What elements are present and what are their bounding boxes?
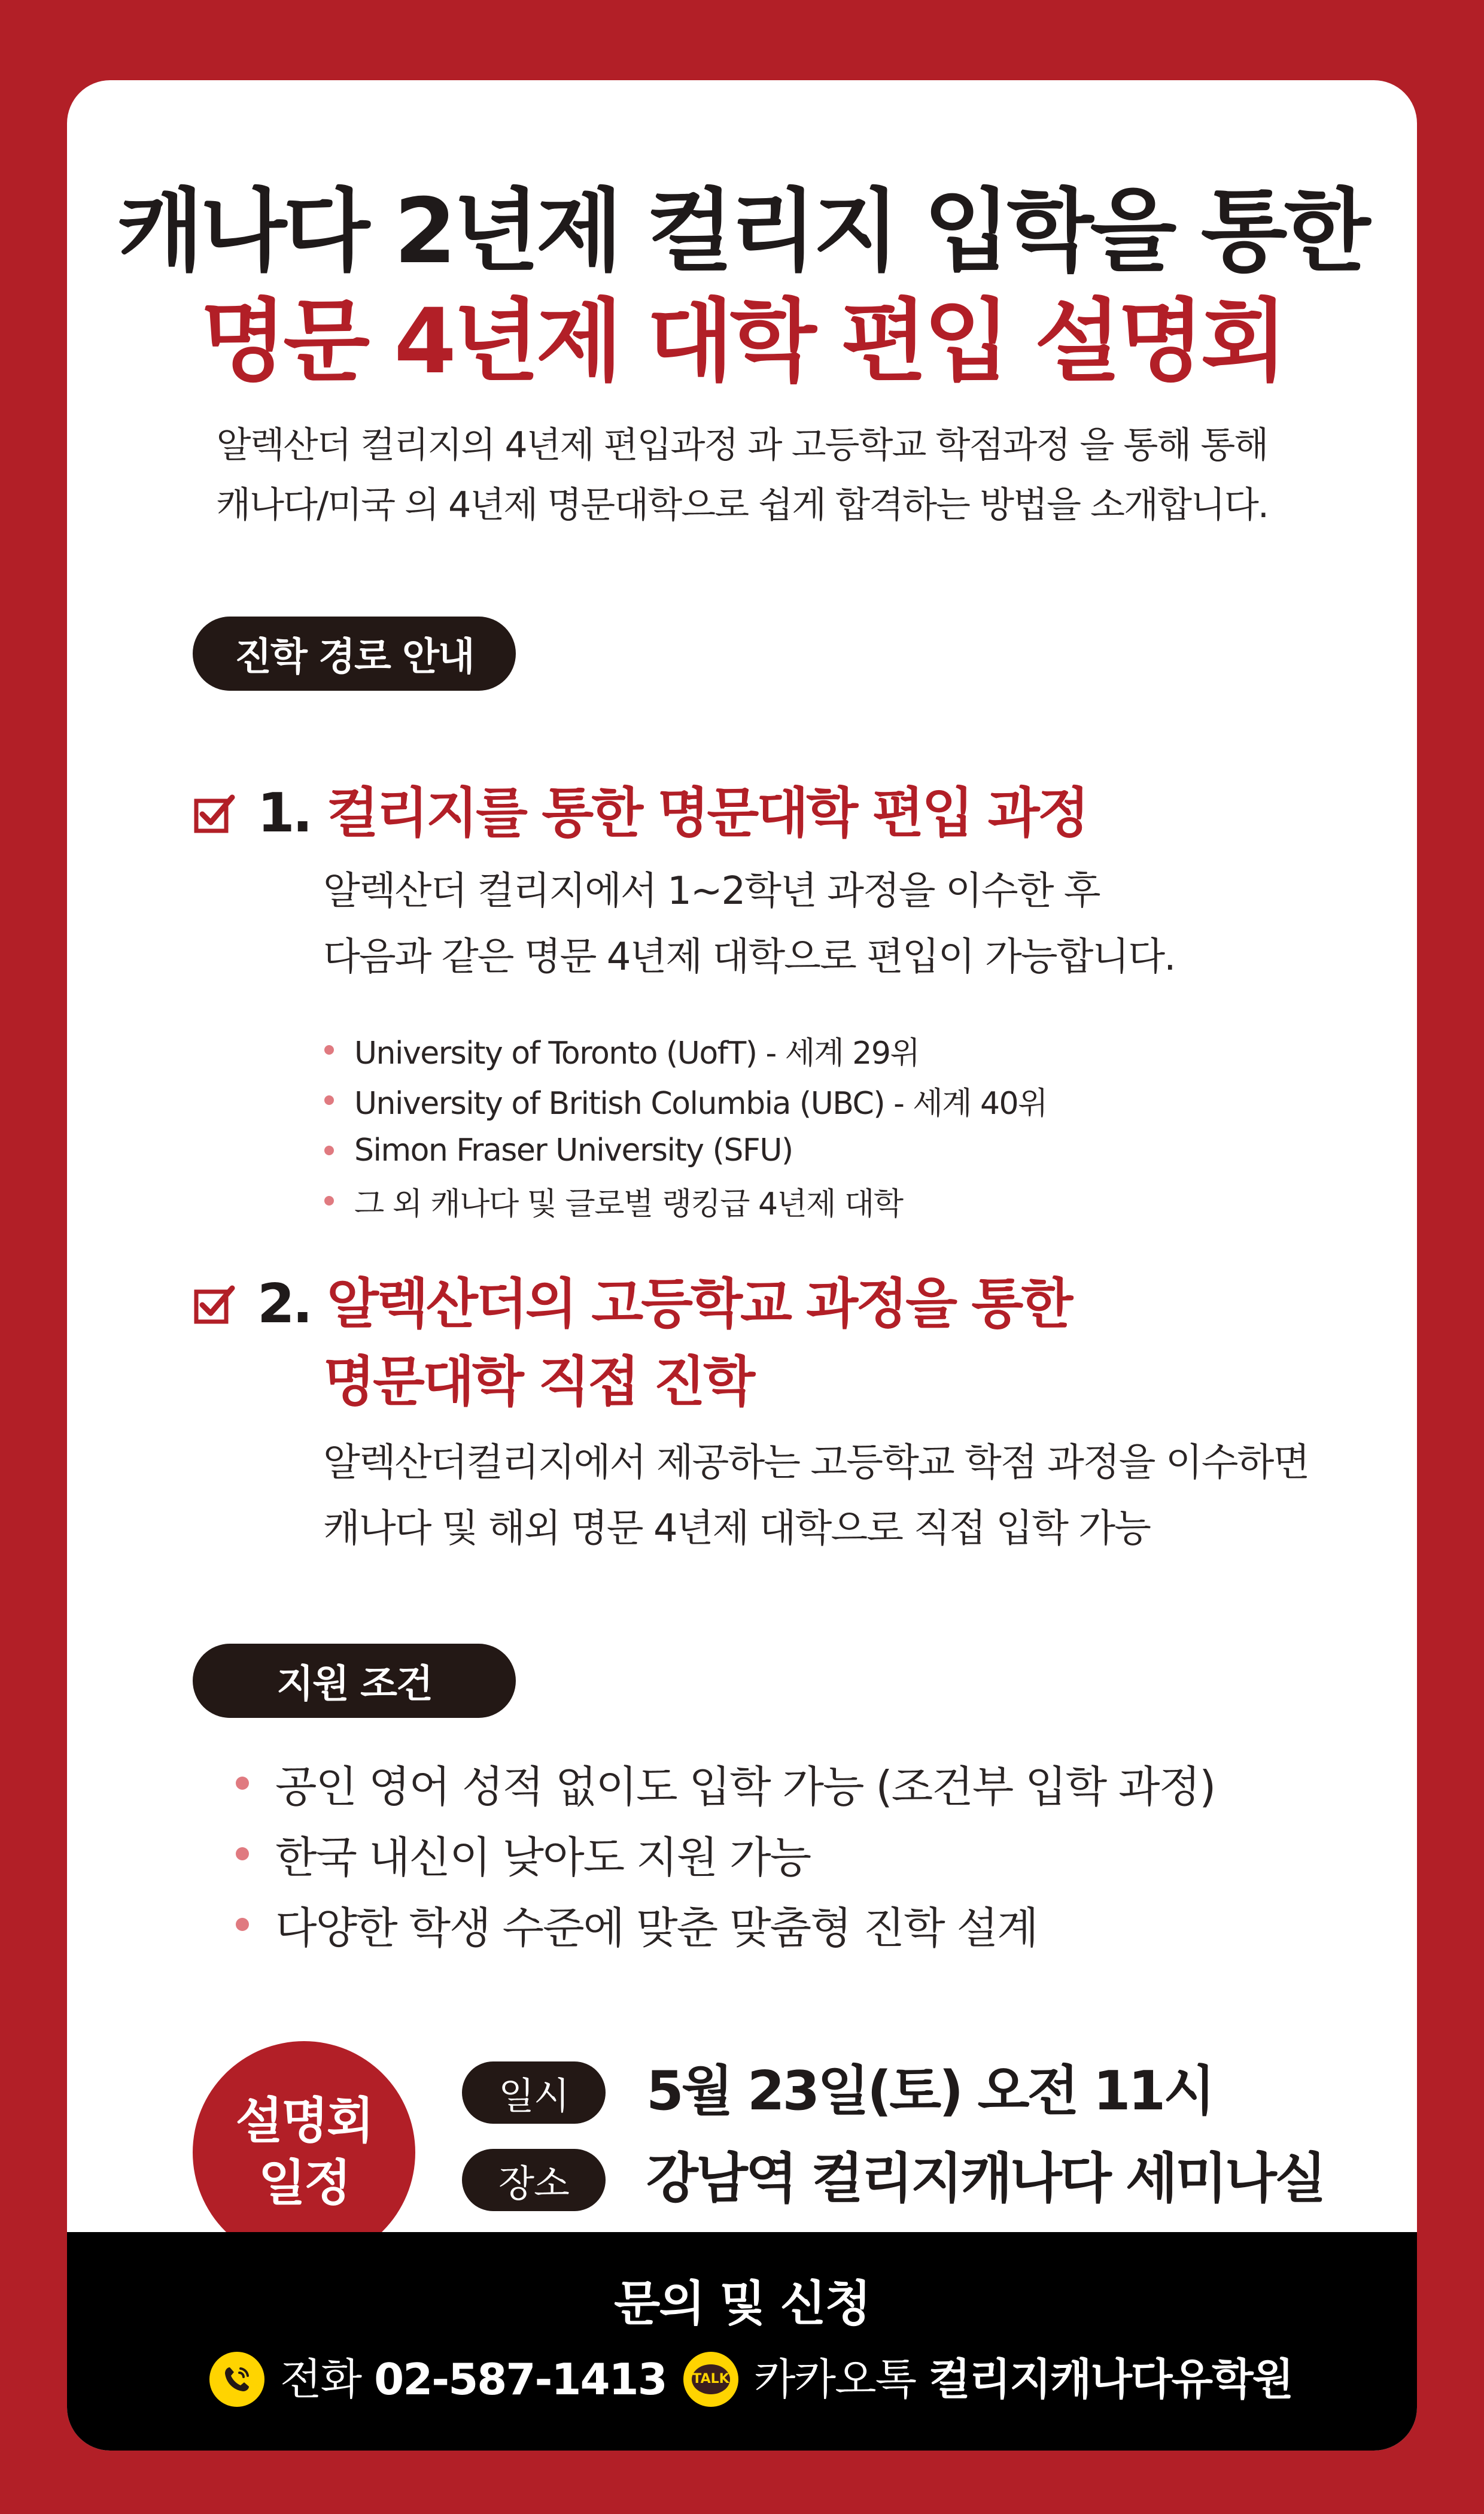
phone-icon bbox=[209, 2352, 264, 2407]
checkbox-check-icon bbox=[193, 1283, 236, 1329]
requirements-list bbox=[236, 1748, 1215, 1960]
title-line-1: 캐나다 2년제 컬리지 입학을 통한 bbox=[117, 180, 1367, 284]
bullet-dot bbox=[324, 1045, 334, 1055]
kakao-label: 카카오톡 bbox=[754, 2354, 916, 2404]
date-value: 5월 23일(토) 오전 11시 bbox=[646, 2060, 1214, 2123]
intro-text bbox=[67, 415, 1417, 535]
list-item: University of British Columbia (UBC) - 세계 40위 bbox=[324, 1075, 1047, 1125]
schedule-badge bbox=[193, 2041, 415, 2264]
route-item-2-desc-line-1: 알렉산더컬리지에서 제공하는 고등학교 학점 과정을 이수하면 bbox=[323, 1441, 1309, 1485]
contact-footer bbox=[67, 2232, 1417, 2451]
flyer-card bbox=[67, 80, 1417, 2451]
route-item-1-number: 1. bbox=[257, 782, 311, 845]
route-item-2-heading bbox=[257, 1271, 1071, 1337]
checkbox-check-icon bbox=[193, 793, 236, 838]
university-list bbox=[324, 1025, 1047, 1226]
route-item-1-heading bbox=[257, 781, 1087, 846]
bullet-dot bbox=[324, 1196, 334, 1206]
kakao-contact[interactable] bbox=[683, 2349, 1293, 2409]
schedule-badge-line-2: 일정 bbox=[258, 2155, 350, 2212]
requirements-label: 지원 조건 bbox=[276, 1662, 432, 1707]
list-item: Simon Fraser University (SFU) bbox=[324, 1125, 1047, 1176]
list-item: 한국 내신이 낮아도 지원 가능 bbox=[236, 1818, 1215, 1889]
phone-number: 02-587-1413 bbox=[374, 2354, 667, 2404]
bullet-dot bbox=[236, 1918, 249, 1931]
bullet-dot bbox=[236, 1777, 249, 1790]
list-item: 그 외 캐나다 및 글로벌 랭킹급 4년제 대학 bbox=[324, 1176, 1047, 1226]
place-value: 강남역 컬리지캐나다 세미나실 bbox=[646, 2147, 1324, 2210]
list-item: University of Toronto (UofT) - 세계 29위 bbox=[324, 1025, 1047, 1075]
date-tag bbox=[462, 2061, 606, 2124]
route-item-2-number: 2. bbox=[257, 1273, 311, 1335]
phone-label: 전화 bbox=[280, 2354, 361, 2404]
requirements-pill bbox=[193, 1644, 516, 1718]
intro-line-2: 캐나다/미국 의 4년제 명문대학으로 쉽게 합격하는 방법을 소개합니다. bbox=[216, 484, 1268, 526]
route-section-label: 진학 경로 안내 bbox=[235, 635, 474, 679]
kakaotalk-icon-text: TALK bbox=[692, 2364, 730, 2394]
place-tag bbox=[462, 2149, 606, 2211]
bullet-dot bbox=[324, 1095, 334, 1105]
kakaotalk-icon bbox=[683, 2352, 738, 2407]
route-item-2-desc-line-2: 캐나다 및 해외 명문 4년제 대학으로 직접 입학 가능 bbox=[323, 1507, 1150, 1551]
list-item: 다양한 학생 수준에 맞춘 맞춤형 진학 설계 bbox=[236, 1889, 1215, 1960]
route-item-1-desc-line-1: 알렉산더 컬리지에서 1~2학년 과정을 이수한 후 bbox=[323, 869, 1100, 913]
route-item-2-title-line-1: 알렉산더의 고등학교 과정을 통한 bbox=[327, 1273, 1071, 1335]
route-item-1-desc bbox=[323, 858, 1175, 990]
intro-line-1: 알렉산더 컬리지의 4년제 편입과정 과 고등학교 학점과정 을 통해 통해 bbox=[216, 424, 1268, 466]
footer-title: 문의 및 신청 bbox=[613, 2276, 871, 2331]
route-item-1-desc-line-2: 다음과 같은 명문 4년제 대학으로 편입이 가능합니다. bbox=[323, 935, 1175, 979]
list-item: 공인 영어 성적 없이도 입학 가능 (조건부 입학 과정) bbox=[236, 1748, 1215, 1818]
route-item-2-desc bbox=[323, 1430, 1309, 1562]
bullet-dot bbox=[324, 1146, 334, 1155]
route-section-pill bbox=[193, 617, 516, 691]
schedule-badge-line-1: 설명회 bbox=[235, 2093, 373, 2149]
phone-contact[interactable] bbox=[209, 2349, 667, 2409]
route-item-1-title: 컬리지를 통한 명문대학 편입 과정 bbox=[327, 782, 1087, 845]
bullet-dot bbox=[236, 1847, 249, 1860]
title-line-2: 명문 4년제 대학 편입 설명회 bbox=[200, 290, 1284, 394]
place-label: 장소 bbox=[498, 2161, 569, 2205]
kakao-id: 컬리지캐나다유학원 bbox=[929, 2354, 1293, 2404]
route-item-2-title-line-2: 명문대학 직접 진학 bbox=[323, 1350, 753, 1413]
date-label: 일시 bbox=[498, 2073, 569, 2118]
